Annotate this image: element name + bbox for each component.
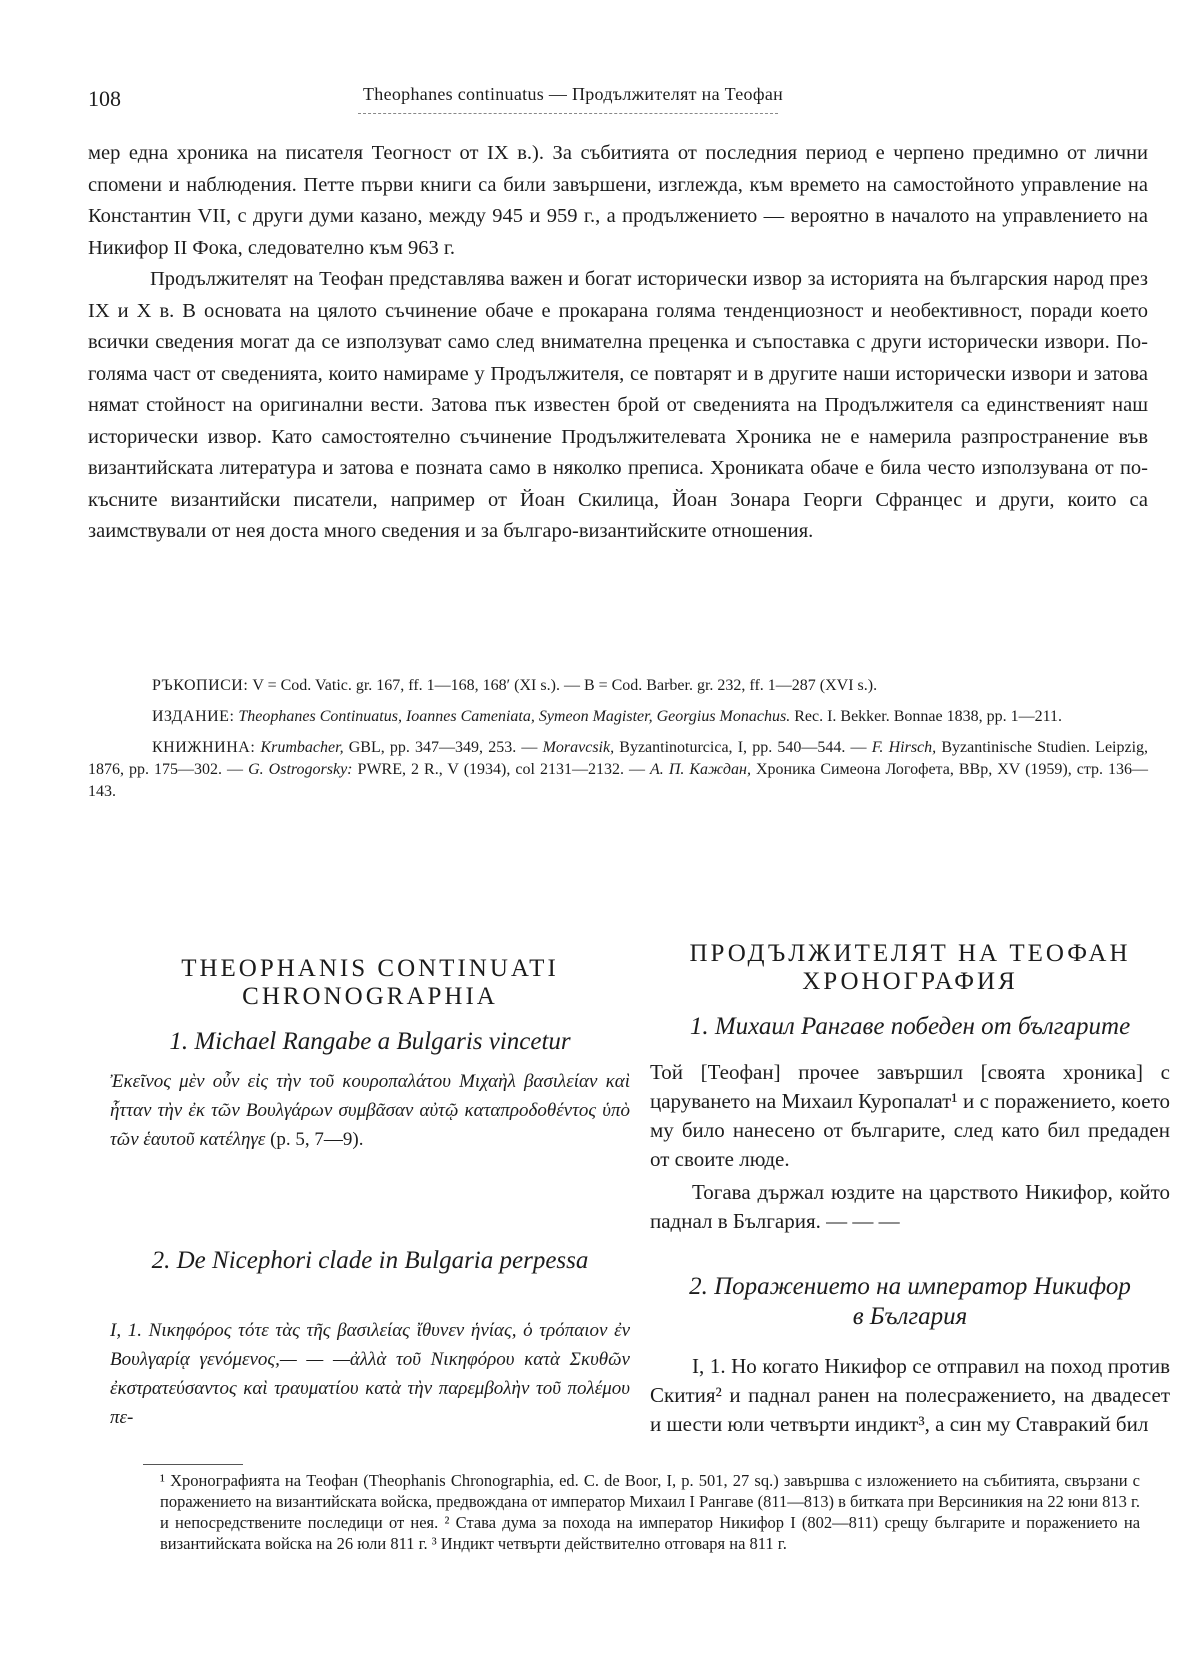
running-title: Theophanes continuatus — Продължителят на Теофан: [363, 84, 784, 104]
page-header: [88, 86, 1088, 116]
bulgarian-heading-2-line-1: 2. Поражението на император Никифор: [689, 1273, 1131, 1300]
lit-title: Byzantinoturcica, I, pp. 540—544. —: [619, 739, 867, 756]
edition-label: ИЗДАНИЕ:: [152, 708, 235, 725]
intro-paragraph-1: мер една хроника на писателя Теогност от IX в.). За събитията от последния период е черпено предимно от лични спомени и наблюдения. Петте първи книги са били завършени, изглежда, към времето на самостойното управление на Константин VII, с други думи казано, между 945 и 959 г., а продължението — вероятно в началото на управлението на Никифор II Фока, следователно към 963 г.: [88, 142, 1148, 259]
footnote-1: ¹ Хронографията на Теофан (Theophanis Chronographia, ed. C. de Boor, I, p. 501, 27 sq.) завършва с изложението на събитията, свързани с поражението на византийската войска, предвождана от император Михаил I Рангаве (811—813) в битката при Версиникия на 22 юни 813 г. и непосредствените последици от нея.: [160, 1471, 1140, 1532]
lit-title: Byzantinische Studien. Leipzig, 1876, pp. 175—302. —: [88, 739, 1149, 778]
bulgarian-heading-2-line-2: в България: [852, 1303, 968, 1330]
lit-author: А. П. Каждан,: [650, 761, 751, 778]
bulgarian-passage-2: Тогава държал юздите на царството Никифор, който паднал в България. — — —: [650, 1180, 1170, 1233]
page-number: 108: [88, 86, 121, 111]
bulgarian-passage-1: Той [Теофан] прочее завършил [своята хроника] с царуването на Михаил Куропалат¹ и с поражението, което му било нанесено от българите, след като бил предаден от своите люде.: [650, 1060, 1170, 1171]
bibliography: [88, 675, 1148, 812]
greek-passage-1-text: Ἐκεῖνος μὲν οὖν εἰς τὴν τοῦ κουροπαλάτου Μιχαὴλ βασιλείαν καὶ ἧτταν τὴν ἐκ τῶν Βουλγάρων συμβᾶσαν αὐτῷ καταπροδοθέντος ὑπὸ τῶν ἑαυτοῦ κατέληγε: [110, 1071, 630, 1150]
greek-column: [110, 955, 630, 1432]
bulgarian-passage-3: I, 1. Но когато Никифор се отправил на поход против Скития² и паднал ранен на полесражението, на двадесет и шести юли четвърти индикт³, а син му Ставракий бил: [650, 1354, 1170, 1436]
greek-title-line-2: CHRONOGRAPHIA: [242, 983, 498, 1010]
lit-title: GBL, pp. 347—349, 253. —: [348, 739, 538, 756]
footnote-2: ² Става дума за похода на император Никифор I (802—811) срещу българите и поражението на византийската войска на 26 юли 811 г.: [160, 1513, 1141, 1553]
lit-title: Хроника Симеона Логофета, ВВр, XV (1959), стр. 136—143.: [88, 761, 1149, 800]
manuscripts-text: V = Cod. Vatic. gr. 167, ff. 1—168, 168′ (XI s.). — B = Cod. Barber. gr. 232, ff. 1—287 (XVI s.).: [252, 677, 878, 694]
bulgarian-column: [650, 940, 1170, 1439]
footnotes: [160, 1470, 1140, 1554]
footnote-3: ³ Индикт четвърти действително отговаря на 811 г.: [431, 1534, 787, 1553]
edition-entry: [88, 706, 1148, 728]
greek-passage-1: [110, 1067, 630, 1154]
edition-title: Theophanes Continuatus, Ioannes Cameniata, Symeon Magister, Georgius Monachus.: [238, 708, 791, 725]
greek-title-line-1: THEOPHANIS CONTINUATI: [181, 955, 559, 982]
greek-passage-2: I, 1. Νικηφόρος τότε τὰς τῆς βασιλείας ἴθυνεν ἡνίας, ὁ τρόπαιον ἐν Βουλγαρίᾳ γενόμενος,— — —ἀλλὰ τοῦ Νικηφόρου κατὰ Σκυθῶν ἐκστρατεύσαντος καὶ τραυματίου κατὰ τὴν παρεμβολὴν τοῦ πολέμου πε-: [110, 1320, 630, 1428]
bulgarian-title-line-1: ПРОДЪЛЖИТЕЛЯТ НА ТЕОФАН: [689, 940, 1131, 967]
greek-passage-1-ref: (p. 5, 7—9).: [270, 1129, 364, 1150]
bulgarian-heading-1: 1. Михаил Рангаве победен от българите: [689, 1013, 1131, 1040]
footnote-rule: [143, 1464, 243, 1465]
header-rule: [358, 113, 778, 114]
greek-heading-2: 2. De Nicephori clade in Bulgaria perpessa: [151, 1247, 589, 1274]
bulgarian-title-line-2: ХРОНОГРАФИЯ: [802, 968, 1018, 995]
intro-text: [88, 138, 1148, 548]
literature-label: КНИЖНИНА:: [152, 739, 256, 756]
manuscripts-label: РЪКОПИСИ:: [152, 677, 249, 694]
lit-author: G. Ostrogorsky:: [248, 761, 353, 778]
intro-paragraph-2: Продължителят на Теофан представлява важен и богат исторически извор за историята на българския народ през IX и X в. В основата на цялото съчинение обаче е прокарана голяма тенденциозност и необективност, поради което всички сведения могат да се използуват само след внимателна преценка и съпоставка с други исторически извори. По-голяма част от сведенията, които намираме у Продължителя, се повтарят и в другите наши исторически извори и затова нямат стойност на оригинални вести. Затова пък известен брой от сведенията на Продължителя са единственият наш исторически извор. Като самостоятелно съчинение Продължителевата Хроника не е намерила разпространение във византийската литература и затова е позната само в няколко преписа. Хрониката обаче е била често използувана от по-късните византийски писатели, например от Йоан Скилица, Йоан Зонара Георги Сфранцес и други, които са заимствували от нея доста много сведения и за българо-византийските отношения.: [88, 268, 1148, 542]
lit-author: Krumbacher,: [260, 739, 344, 756]
lit-author: Moravcsik,: [542, 739, 615, 756]
lit-author: F. Hirsch,: [871, 739, 937, 756]
literature-entry: [88, 737, 1148, 803]
greek-heading-1: 1. Michael Rangabe a Bulgaris vincetur: [169, 1028, 571, 1055]
manuscripts-entry: [88, 675, 1148, 697]
edition-details: Rec. I. Bekker. Bonnae 1838, pp. 1—211.: [794, 708, 1063, 725]
lit-title: PWRE, 2 R., V (1934), col 2131—2132. —: [357, 761, 645, 778]
